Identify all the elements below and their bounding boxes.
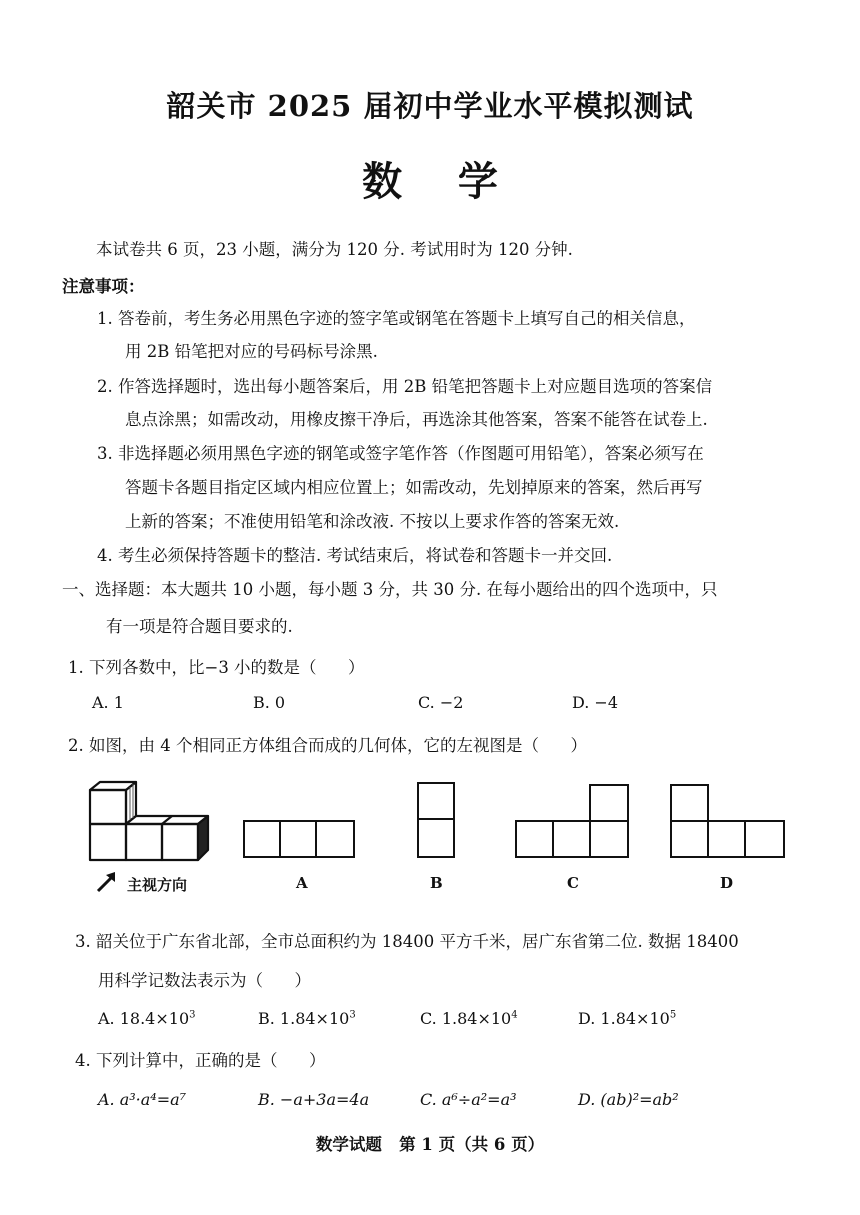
- q1-stem: 1. 下列各数中，比−3 小的数是（ ）: [68, 658, 365, 677]
- q2-label-a: A: [296, 874, 308, 892]
- q2-label-d: D: [720, 874, 734, 892]
- view-direction-arrow-icon: [94, 869, 120, 895]
- note-4-line1: 4. 考生必须保持答题卡的整洁. 考试结束后，将试卷和答题卡一并交回.: [97, 546, 613, 565]
- note-3-line1: 3. 非选择题必须用黑色字迹的钢笔或签字笔作答（作图题可用铅笔），答案必须写在: [97, 444, 704, 463]
- q2-stem: 2. 如图，由 4 个相同正方体组合而成的几何体，它的左视图是（ ）: [68, 736, 587, 755]
- section-1-heading-cont: 有一项是符合题目要求的.: [106, 617, 293, 636]
- q3-option-a: A. $18.4\times 10^3$: [98, 1009, 196, 1028]
- page-footer: 数学试题 第 1 页（共 6 页）: [315, 1135, 545, 1154]
- q3-stem-line1: 3. 韶关位于广东省北部，全市总面积约为 18400 平方千米，居广东省第二位. 数据 18400: [75, 932, 739, 951]
- note-1-line1: 1. 答卷前，考生务必用黑色字迹的签字笔或钢笔在答题卡上填写自己的相关信息，: [97, 309, 696, 328]
- front-view-label: 主视方向: [127, 876, 188, 894]
- exam-title: 韶关市 2025 届初中学业水平模拟测试: [166, 89, 694, 123]
- note-2-line1: 2. 作答选择题时，选出每小题答案后，用 2B 铅笔把答题卡上对应题目选项的答案信: [97, 377, 713, 396]
- q4-option-a: A. a³·a⁴=a⁷: [98, 1090, 187, 1109]
- note-3-line2: 答题卡各题目指定区域内相应位置上；如需改动，先划掉原来的答案，然后再写: [125, 478, 703, 497]
- q4-stem: 4. 下列计算中，正确的是（ ）: [75, 1051, 326, 1070]
- note-3-line3: 上新的答案；不准使用铅笔和涂改液. 不按以上要求作答的答案无效.: [125, 512, 620, 531]
- q3-option-c: C. $1.84\times 10^4$: [420, 1009, 518, 1028]
- subject-title: 数 学: [362, 158, 498, 205]
- exam-intro: 本试卷共 6 页，23 小题，满分为 120 分. 考试用时为 120 分钟.: [96, 240, 573, 259]
- q1-option-b: B. 0: [253, 693, 286, 712]
- q1-option-c: C. −2: [418, 693, 464, 712]
- section-1-heading: 一、选择题：本大题共 10 小题，每小题 3 分，共 30 分. 在每小题给出的四个选项中，只: [62, 580, 718, 599]
- q4-option-d: D. (ab)²=ab²: [578, 1090, 679, 1109]
- q1-option-a: A. 1: [92, 693, 124, 712]
- q3-option-d: D. $1.84\times 10^5$: [578, 1009, 677, 1028]
- note-1-line2: 用 2B 铅笔把对应的号码标号涂黑.: [125, 342, 378, 361]
- q1-option-d: D. −4: [572, 693, 619, 712]
- solid-figure: [86, 778, 216, 864]
- q4-option-b: B. −a+3a=4a: [258, 1090, 370, 1109]
- note-2-line2: 息点涂黑；如需改动，用橡皮擦干净后，再选涂其他答案，答案不能答在试卷上.: [125, 410, 708, 429]
- notes-heading: 注意事项：: [62, 277, 145, 296]
- q3-stem-line2: 用科学记数法表示为（ ）: [98, 971, 311, 990]
- q2-label-b: B: [430, 874, 443, 892]
- q4-option-c: C. a⁶÷a²=a³: [420, 1090, 517, 1109]
- q3-option-b: B. $1.84\times 10^3$: [258, 1009, 356, 1028]
- q2-label-c: C: [567, 874, 579, 892]
